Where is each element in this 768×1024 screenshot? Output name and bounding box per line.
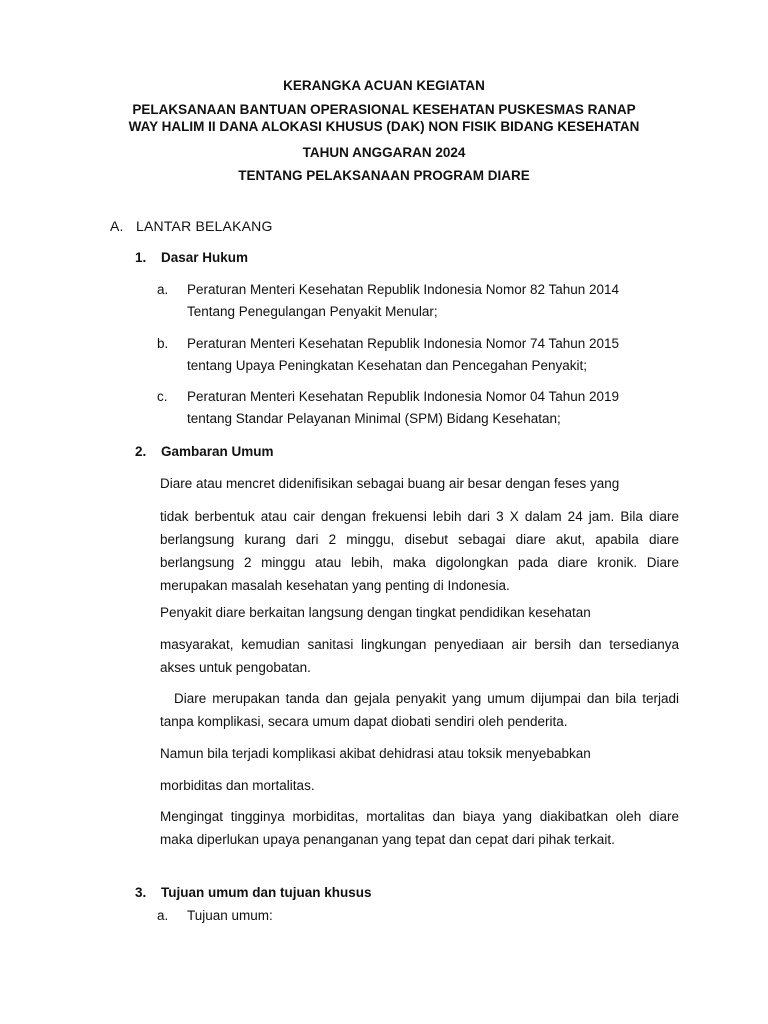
list-item-letter: c.	[157, 389, 168, 404]
list-item-letter: b.	[157, 336, 169, 351]
list-item-line: Tentang Penegulangan Penyakit Menular;	[187, 304, 438, 319]
paragraph: masyarakat, kemudian sanitasi lingkungan penyediaan air bersih dan tersedianya akses untuk pengobatan.	[160, 637, 679, 675]
list-item-line: tentang Standar Pelayanan Minimal (SPM) Bidang Kesehatan;	[187, 411, 561, 426]
paragraph: Diare atau mencret didenifisikan sebagai buang air besar dengan feses yang	[160, 476, 620, 491]
paragraph: tidak berbentuk atau cair dengan frekuensi lebih dari 3 X dalam 24 jam. Bila diare berlangsung kurang dari 2 minggu, disebut sebagai diare akut, apabila diare berlangsung 2 minggu atau lebih, maka digolongkan pada diare kronik. Diare merupakan masalah kesehatan yang penting di Indonesia.	[160, 509, 679, 593]
section-a-title: LANTAR BELAKANG	[136, 218, 273, 234]
subsection-2-title: Gambaran Umum	[161, 444, 274, 459]
section-a-label: A.	[110, 218, 124, 234]
paragraph: morbiditas dan mortalitas.	[160, 778, 315, 793]
subsection-1-title: Dasar Hukum	[161, 250, 249, 265]
list-item-line: Peraturan Menteri Kesehatan Republik Indonesia Nomor 82 Tahun 2014	[187, 282, 620, 297]
sub-heading: Tujuan umum:	[187, 908, 273, 923]
doc-subtitle-line-2: WAY HALIM II DANA ALOKASI KHUSUS (DAK) NON FISIK BIDANG KESEHATAN	[128, 119, 640, 134]
list-item-line: Peraturan Menteri Kesehatan Republik Indonesia Nomor 04 Tahun 2019	[187, 389, 620, 404]
doc-subtitle-line-1: PELAKSANAAN BANTUAN OPERASIONAL KESEHATAN PUSKESMAS RANAP	[132, 102, 636, 117]
doc-year: TAHUN ANGGARAN 2024	[302, 145, 466, 160]
subsection-3-number: 3.	[135, 885, 147, 900]
list-item-letter: a.	[157, 908, 169, 923]
list-item	[187, 279, 679, 323]
doc-title: KERANGKA ACUAN KEGIATAN	[283, 78, 485, 93]
paragraph: Mengingat tingginya morbiditas, mortalitas dan biaya yang diakibatkan oleh diare maka diperlukan upaya penanganan yang tepat dan cepat dari pihak terkait.	[160, 809, 679, 847]
paragraph: Penyakit diare berkaitan langsung dengan tingkat pendidikan kesehatan	[160, 605, 591, 620]
list-item	[187, 386, 679, 430]
doc-topic: TENTANG PELAKSANAAN PROGRAM DIARE	[238, 168, 530, 183]
list-item-line: Peraturan Menteri Kesehatan Republik Indonesia Nomor 74 Tahun 2015	[187, 336, 620, 351]
paragraph: Diare merupakan tanda dan gejala penyakit yang umum dijumpai dan bila terjadi tanpa komplikasi, secara umum dapat diobati sendiri oleh penderita.	[160, 691, 679, 729]
list-item-line: tentang Upaya Peningkatan Kesehatan dan Pencegahan Penyakit;	[187, 358, 588, 373]
subsection-1-number: 1.	[135, 250, 147, 265]
paragraph: Namun bila terjadi komplikasi akibat dehidrasi atau toksik menyebabkan	[160, 746, 591, 761]
subsection-3-title: Tujuan umum dan tujuan khusus	[161, 885, 372, 900]
subsection-2-number: 2.	[135, 444, 147, 459]
list-item-letter: a.	[157, 282, 169, 297]
list-item	[187, 333, 679, 377]
